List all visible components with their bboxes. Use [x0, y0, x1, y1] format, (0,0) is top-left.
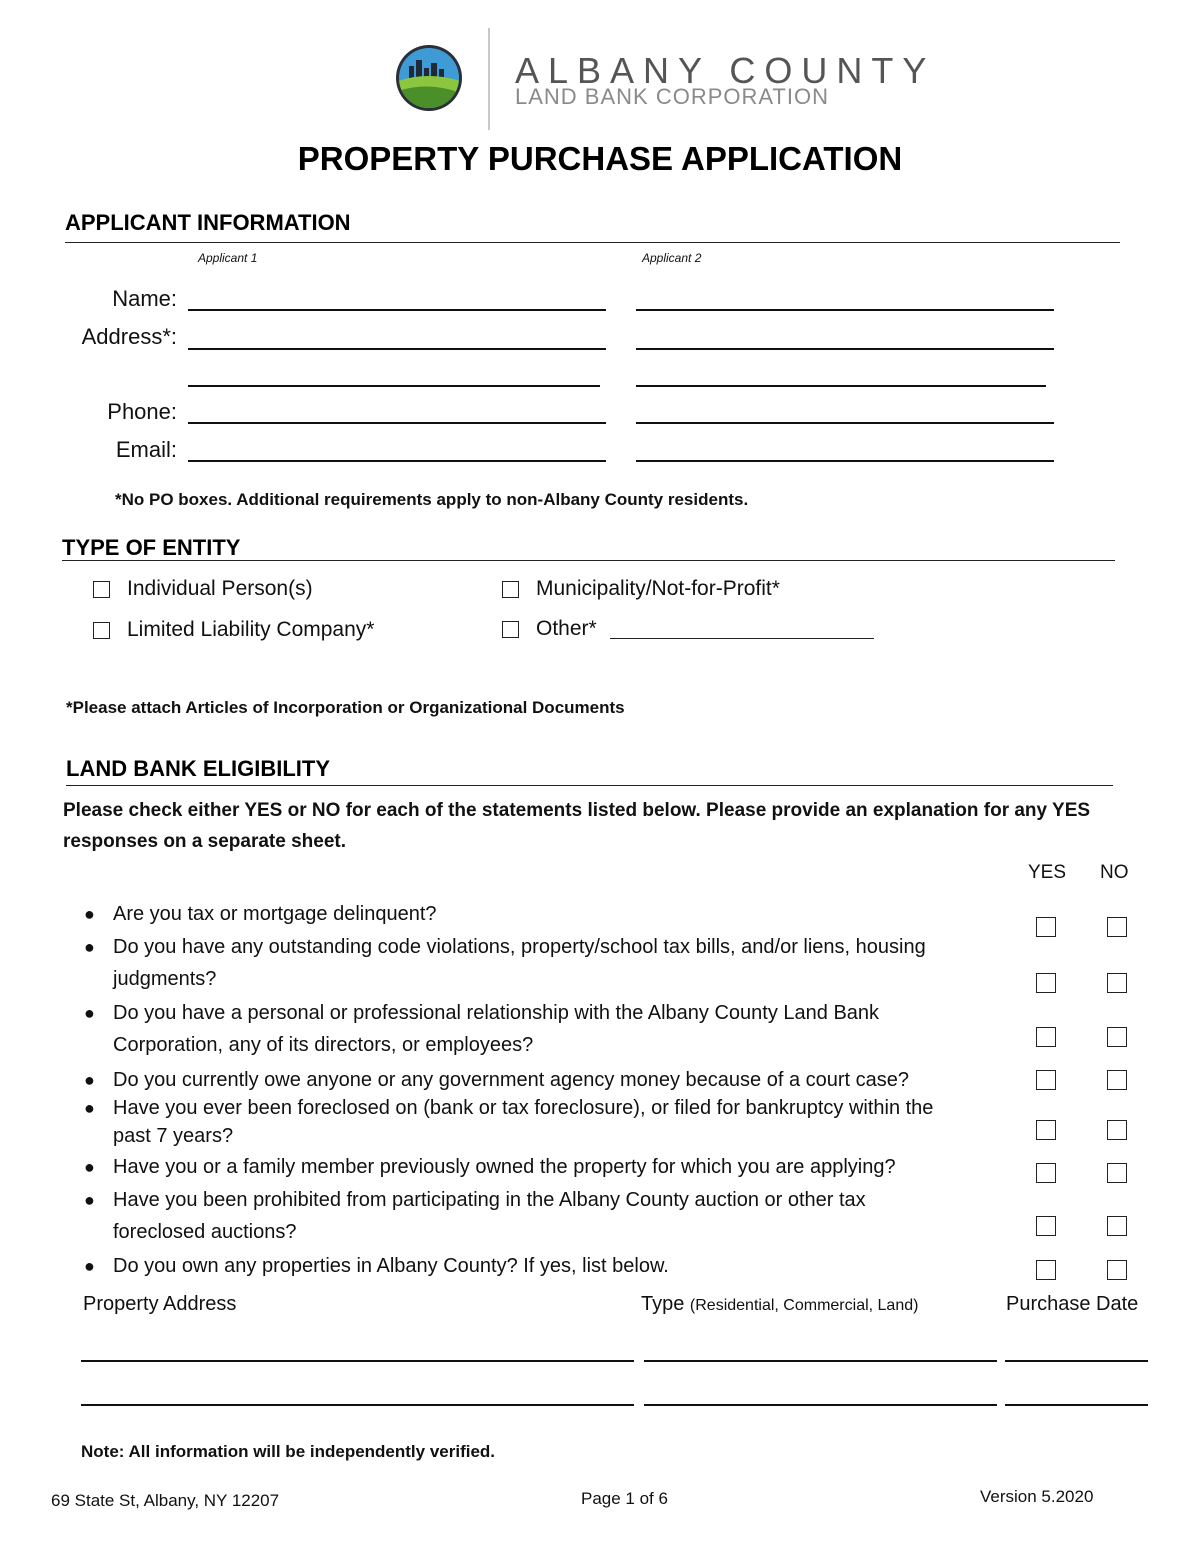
municipality-label: Municipality/Not-for-Profit* — [536, 577, 780, 600]
applicant2-label: Applicant 2 — [642, 251, 702, 265]
entity-option-other[interactable] — [502, 617, 597, 641]
other-label: Other* — [536, 617, 597, 640]
purchase-date-field-2[interactable] — [1005, 1404, 1148, 1406]
q5-no-checkbox[interactable] — [1107, 1120, 1127, 1140]
section-rule — [65, 242, 1120, 243]
q7-no-checkbox[interactable] — [1107, 1216, 1127, 1236]
question-6: ● Have you or a family member previously owned the property for which you are applying? — [84, 1156, 896, 1178]
type-header: Type (Residential, Commercial, Land) — [641, 1293, 919, 1315]
q2-no-checkbox[interactable] — [1107, 973, 1127, 993]
question-5: ● Have you ever been foreclosed on (bank or tax foreclosure), or filed for bankruptcy within the past 7 years? — [84, 1097, 934, 1147]
q4-yes-checkbox[interactable] — [1036, 1070, 1056, 1090]
property-type-field-1[interactable] — [644, 1360, 997, 1362]
applicant1-name-field[interactable] — [188, 309, 606, 311]
section-rule — [62, 560, 1115, 561]
eligibility-heading: LAND BANK ELIGIBILITY — [66, 756, 330, 781]
verification-note: Note: All information will be independently verified. — [81, 1442, 496, 1461]
question-2: ● Do you have any outstanding code violations, property/school tax bills, and/or liens, housing judgments? — [84, 936, 926, 990]
phone-label: Phone: — [107, 399, 177, 424]
org-name: ALBANY COUNTY — [515, 50, 936, 91]
page-title: PROPERTY PURCHASE APPLICATION — [297, 140, 903, 177]
footer-address: 69 State St, Albany, NY 12207 — [51, 1491, 280, 1510]
property-address-field-1[interactable] — [81, 1360, 634, 1362]
applicant2-address-field[interactable] — [636, 348, 1054, 350]
email-label: Email: — [115, 437, 177, 462]
entity-option-individual[interactable] — [93, 577, 313, 601]
yes-column-header: YES — [1028, 862, 1067, 883]
q3-yes-checkbox[interactable] — [1036, 1027, 1056, 1047]
q6-no-checkbox[interactable] — [1107, 1163, 1127, 1183]
section-rule — [66, 785, 1113, 786]
applicant1-address-field[interactable] — [188, 348, 606, 350]
applicant2-email-field[interactable] — [636, 460, 1054, 462]
purchase-date-field-1[interactable] — [1005, 1360, 1148, 1362]
applicant2-phone-field[interactable] — [636, 422, 1054, 424]
municipality-checkbox[interactable] — [502, 581, 519, 598]
purchase-date-header: Purchase Date — [1006, 1293, 1139, 1315]
question-1: ● Are you tax or mortgage delinquent? — [84, 903, 437, 925]
property-address-header: Property Address — [83, 1293, 237, 1315]
property-type-field-2[interactable] — [644, 1404, 997, 1406]
applicant1-label: Applicant 1 — [198, 251, 258, 265]
q5-yes-checkbox[interactable] — [1036, 1120, 1056, 1140]
q6-yes-checkbox[interactable] — [1036, 1163, 1056, 1183]
po-box-note: *No PO boxes. Additional requirements apply to non-Albany County residents. — [115, 490, 749, 509]
articles-note: *Please attach Articles of Incorporation or Organizational Documents — [66, 698, 625, 717]
q1-no-checkbox[interactable] — [1107, 917, 1127, 937]
type-detail: (Residential, Commercial, Land) — [689, 1297, 919, 1314]
llc-checkbox[interactable] — [93, 622, 110, 639]
applicant2-name-field[interactable] — [636, 309, 1054, 311]
q7-yes-checkbox[interactable] — [1036, 1216, 1056, 1236]
version-label: Version 5.2020 — [980, 1487, 1094, 1506]
individual-checkbox[interactable] — [93, 581, 110, 598]
applicant1-address-line2-field[interactable] — [188, 385, 600, 387]
q1-yes-checkbox[interactable] — [1036, 917, 1056, 937]
eligibility-instructions: Please check either YES or NO for each of the statements listed below. Please provide an explanation for any YES responses on a separate sheet. — [63, 800, 1091, 852]
entity-option-llc[interactable] — [93, 618, 374, 642]
q8-no-checkbox[interactable] — [1107, 1260, 1127, 1280]
question-7: ● Have you been prohibited from participating in the Albany County auction or other tax foreclosed auctions? — [84, 1189, 866, 1243]
land-bank-logo — [395, 44, 463, 112]
no-column-header: NO — [1100, 862, 1129, 883]
q2-yes-checkbox[interactable] — [1036, 973, 1056, 993]
name-label: Name: — [112, 286, 177, 311]
applicant1-email-field[interactable] — [188, 460, 606, 462]
org-subtitle: LAND BANK CORPORATION — [515, 84, 829, 109]
q4-no-checkbox[interactable] — [1107, 1070, 1127, 1090]
entity-heading: TYPE OF ENTITY — [62, 535, 241, 560]
property-address-field-2[interactable] — [81, 1404, 634, 1406]
q3-no-checkbox[interactable] — [1107, 1027, 1127, 1047]
logo-divider — [488, 28, 490, 130]
individual-label: Individual Person(s) — [127, 577, 313, 600]
llc-label: Limited Liability Company* — [127, 618, 375, 641]
applicant-info-heading: APPLICANT INFORMATION — [65, 210, 351, 235]
page-number: Page 1 of 6 — [581, 1489, 668, 1508]
question-4: ● Do you currently owe anyone or any government agency money because of a court case? — [84, 1069, 910, 1091]
address-label: Address*: — [81, 324, 177, 349]
entity-option-municipality[interactable] — [502, 577, 780, 601]
applicant1-phone-field[interactable] — [188, 422, 606, 424]
question-8: ● Do you own any properties in Albany County? If yes, list below. — [84, 1255, 669, 1277]
question-3: ● Do you have a personal or professional relationship with the Albany County Land Bank Corporation, any of its directors, or employees? — [84, 1002, 880, 1056]
other-checkbox[interactable] — [502, 621, 519, 638]
q8-yes-checkbox[interactable] — [1036, 1260, 1056, 1280]
applicant2-address-line2-field[interactable] — [636, 385, 1046, 387]
other-entity-field[interactable] — [610, 638, 874, 639]
